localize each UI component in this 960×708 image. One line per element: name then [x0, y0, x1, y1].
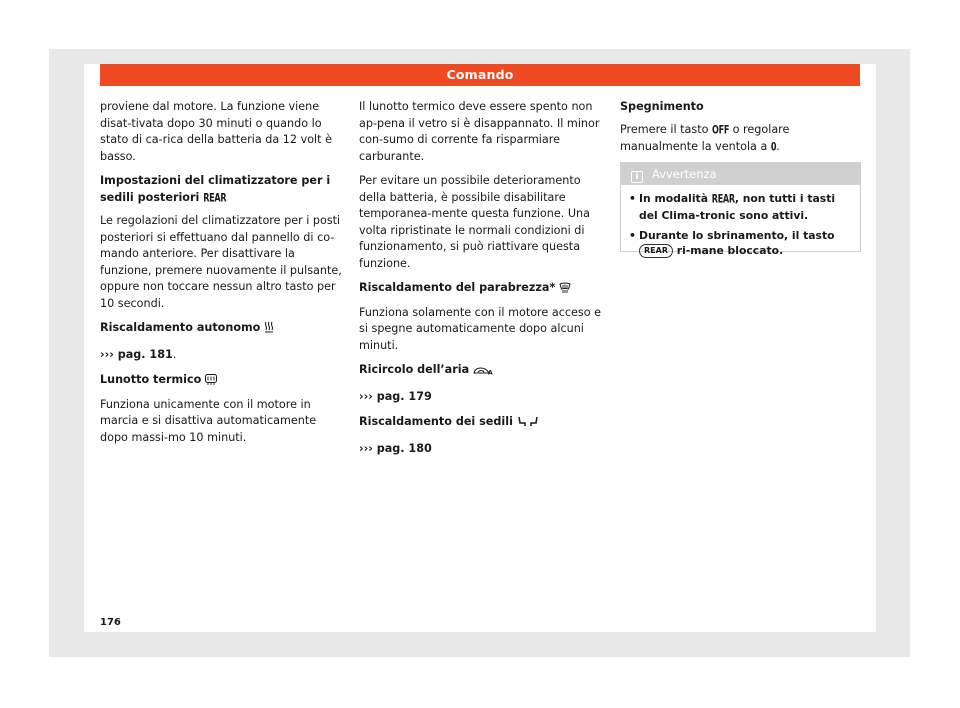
- rear-key-icon: REAR: [639, 244, 673, 258]
- paragraph: Premere il tasto OFF o regolare manualmente la ventola a 0.: [620, 122, 860, 157]
- paragraph: Le regolazioni del climatizzatore per i posti posteriori si effettuano dal pannello di co-mando anteriore. Per disattivare la funzione, premere nuovamente il pulsante, oppure non toccare nessun altro tasto per 10 secondi.: [100, 214, 342, 310]
- column-3: [620, 99, 860, 165]
- heading-seat-heating: Riscaldamento dei sedili: [359, 414, 604, 433]
- warning-item: • Durante lo sbrinamento, il tasto REAR ri-mane bloccato.: [629, 228, 852, 258]
- seat-heating-icon: [530, 416, 539, 433]
- warning-item: • In modalità REAR, non tutti i tasti del Clima-tronic sono attivi.: [629, 191, 852, 223]
- page-reference: ››› pag. 180: [359, 441, 432, 455]
- heading-shutdown: Spegnimento: [620, 100, 704, 113]
- column-2: [359, 99, 604, 466]
- warning-header: i Avvertenza: [621, 163, 860, 185]
- seat-heating-icon: [517, 416, 526, 433]
- rear-window-heating-icon: [205, 374, 217, 391]
- paragraph: Funziona unicamente con il motore in marcia e si disattiva automaticamente dopo massi-mo 10 minuti.: [100, 397, 317, 444]
- auxiliary-heating-icon: [264, 321, 274, 339]
- zero-symbol: 0: [770, 141, 777, 155]
- paragraph: Funziona solamente con il motore acceso e si spegne automaticamente dopo alcuni minuti.: [359, 305, 601, 352]
- heading-auxiliary-heating: Riscaldamento autonomo: [100, 320, 343, 339]
- heading-air-recirculation: Ricircolo dell’aria A: [359, 362, 604, 381]
- column-1: [100, 99, 343, 454]
- rear-symbol: REAR: [203, 192, 227, 205]
- paragraph: proviene dal motore. La funzione viene disat-tivata dopo 30 minuti o quando lo stato di ca-rica della batteria da 12 volt è basso.: [100, 100, 332, 163]
- warning-body: [621, 185, 860, 258]
- off-symbol: OFF: [712, 124, 730, 137]
- svg-text:A: A: [488, 369, 493, 375]
- air-recirculation-icon: [473, 364, 493, 381]
- page-reference: ››› pag. 181.: [100, 347, 177, 361]
- page-reference: ››› pag. 179: [359, 389, 432, 403]
- paragraph: Per evitare un possibile deterioramento della batteria, è possibile disabilitare temporanea-mente questa funzione. Una volta ripristinate le normali condizioni di funzionamento, si può riattivare questa funzione.: [359, 174, 590, 270]
- warning-box: [620, 162, 861, 257]
- paragraph: Il lunotto termico deve essere spento non ap-pena il vetro si è disappannato. Il minor con-sumo di corrente fa risparmiare carburante.: [359, 100, 600, 163]
- rear-symbol: REAR: [711, 193, 735, 207]
- page-number: 176: [100, 617, 121, 628]
- windscreen-heating-icon: [559, 282, 571, 299]
- heading-rear-window-heating: Lunotto termico: [100, 372, 343, 391]
- heading-rear-climate: Impostazioni del climatizzatore per i sedili posteriori REAR: [100, 173, 343, 207]
- section-header: Comando: [100, 64, 860, 86]
- info-icon: i: [631, 171, 643, 183]
- heading-windscreen-heating: Riscaldamento del parabrezza*: [359, 280, 604, 299]
